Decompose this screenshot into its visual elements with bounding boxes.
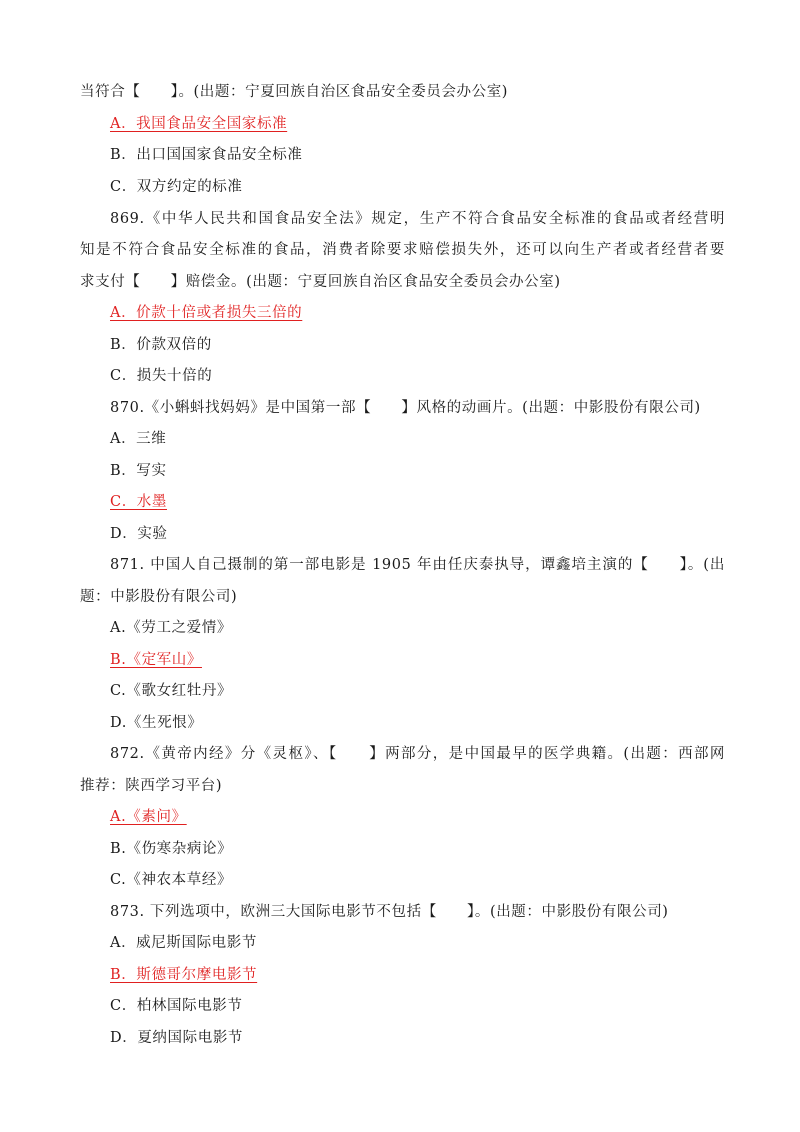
question-872-option-c: C.《神农本草经》 [110, 872, 233, 888]
question-871-stem-line-2: 题：中影股份有限公司) [80, 589, 238, 605]
question-872-stem-line-1: 872.《黄帝内经》分《灵枢》、【 】两部分，是中国最早的医学典籍。(出题：西部网 [110, 746, 725, 762]
question-869-option-b: B．价款双倍的 [110, 337, 212, 353]
question-873-option-c: C．柏林国际电影节 [110, 998, 243, 1014]
question-873-option-b: B．斯德哥尔摩电影节 [110, 967, 258, 983]
question-872-option-b: B.《伤寒杂病论》 [110, 841, 233, 857]
question-868-option-b: B．出口国国家食品安全标准 [110, 147, 303, 163]
question-870-option-d: D．实验 [110, 526, 168, 542]
question-873-option-d: D．夏纳国际电影节 [110, 1030, 244, 1046]
question-868-stem-tail: 当符合【 】。(出题：宁夏回族自治区食品安全委员会办公室) [80, 84, 509, 100]
question-871-option-a: A.《劳工之爱情》 [110, 620, 232, 636]
question-869-stem-line-1: 869.《中华人民共和国食品安全法》规定，生产不符合食品安全标准的食品或者经营明 [110, 211, 725, 227]
question-870-stem-line-1: 870.《小蝌蚪找妈妈》是中国第一部【 】风格的动画片。(出题：中影股份有限公司) [110, 400, 701, 416]
question-873-option-a: A．威尼斯国际电影节 [110, 935, 257, 951]
question-870-option-c: C．水墨 [110, 494, 167, 510]
question-870-option-b: B．写实 [110, 463, 167, 479]
question-870-option-a: A．三维 [110, 431, 167, 447]
question-871-option-b: B.《定军山》 [110, 652, 202, 668]
question-871-option-d: D.《生死恨》 [110, 715, 203, 731]
question-869-option-c: C．损失十倍的 [110, 368, 213, 384]
question-868-option-c: C．双方约定的标准 [110, 179, 243, 195]
question-872-stem-line-2: 推荐：陕西学习平台) [80, 778, 223, 794]
question-871-stem-line-1: 871. 中国人自己摄制的第一部电影是 1905 年由任庆泰执导，谭鑫培主演的【 】。(出 [110, 557, 725, 573]
question-872-option-a: A.《素问》 [110, 809, 187, 825]
question-873-stem-line-1: 873. 下列选项中，欧洲三大国际电影节不包括【 】。(出题：中影股份有限公司) [110, 904, 669, 920]
question-871-option-c: C.《歌女红牡丹》 [110, 683, 233, 699]
question-869-stem-line-3: 求支付【 】赔偿金。(出题：宁夏回族自治区食品安全委员会办公室) [80, 274, 561, 290]
question-869-option-a: A．价款十倍或者损失三倍的 [110, 305, 303, 321]
question-868-option-a: A．我国食品安全国家标准 [110, 116, 288, 132]
question-869-stem-line-2: 知是不符合食品安全标准的食品，消费者除要求赔偿损失外，还可以向生产者或者经营者要 [80, 242, 725, 258]
